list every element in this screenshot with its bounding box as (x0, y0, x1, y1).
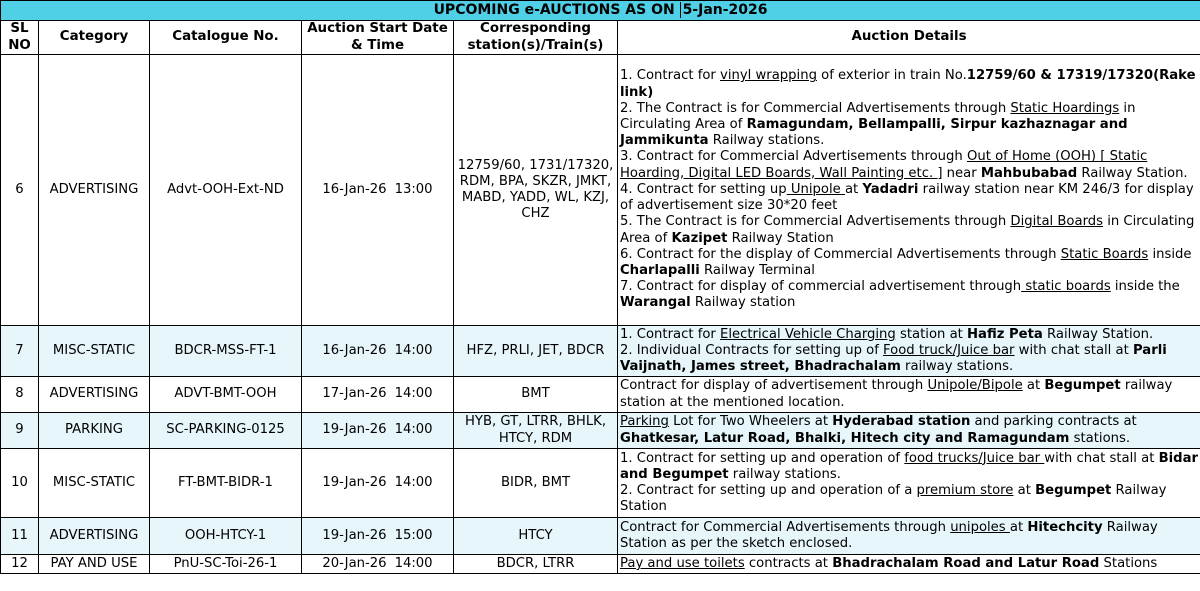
sl-no-cell: 12 (1, 555, 39, 574)
stations-cell: BIDR, BMT (454, 449, 618, 518)
detail-text: Railway Station (620, 483, 1167, 515)
category-cell: ADVERTISING (39, 518, 150, 555)
detail-bold-text: Hyderabad station (832, 414, 971, 430)
stations-cell: 12759/60, 1731/17320, RDM, BPA, SKZR, JMKT, MABD, YADD, WL, KZJ, CHZ (454, 55, 618, 326)
start-time: 13:00 (394, 181, 433, 197)
page-title (1, 1, 1200, 21)
stations-cell: BMT (454, 377, 618, 413)
detail-item (620, 279, 1198, 311)
table-row (1, 449, 1200, 518)
detail-item (620, 451, 1198, 483)
detail-link-text: Out of Home (OOH) [ Static Hoarding, Digital LED Boards, Wall Painting etc. ] (620, 149, 1148, 181)
detail-bold-text: Ghatkesar, Latur Road, Bhalki, Hitech city and Ramagundam (620, 430, 1070, 446)
detail-text: in Circulating Area of (620, 214, 1195, 246)
start-date: 19-Jan-26 (322, 474, 387, 490)
stations-cell: HTCY (454, 518, 618, 555)
catalogue-cell: FT-BMT-BIDR-1 (150, 449, 302, 518)
start-date: 19-Jan-26 (322, 422, 387, 438)
detail-text: inside (1148, 246, 1192, 262)
start-date: 16-Jan-26 (322, 342, 387, 358)
sl-no-cell: 8 (1, 377, 39, 413)
start-cell (302, 55, 454, 326)
start-cell (302, 518, 454, 555)
sl-no-cell: 10 (1, 449, 39, 518)
stations-cell: BDCR, LTRR (454, 555, 618, 574)
detail-link-text: unipoles (950, 519, 1010, 535)
detail-text: at (844, 181, 863, 197)
title-row (1, 1, 1200, 21)
detail-text: inside the (1110, 279, 1180, 295)
start-cell (302, 555, 454, 574)
detail-bold-text: Kazipet (671, 230, 728, 246)
detail-text: Railway Station as per the sketch enclosed. (620, 519, 1158, 551)
detail-item (620, 414, 1198, 446)
detail-text: contracts at (744, 555, 833, 571)
detail-bold-text: Warangal (620, 295, 691, 311)
detail-text: railway station near KM 246/3 for display of advertisement size 30*20 feet (620, 181, 1194, 214)
detail-text: 1. Contract for (620, 326, 721, 342)
detail-text: 1. Contract for setting up and operation of (620, 450, 905, 466)
detail-bold-text: Bhadrachalam Road and Latur Road (832, 555, 1100, 571)
detail-bold-text: Charlapalli (620, 262, 700, 278)
detail-link-text: static boards (1021, 279, 1111, 295)
detail-bold-text: Parli Vaijnath, James street, Bhadrachalam (620, 342, 1167, 375)
detail-text: 4. Contract for setting up (620, 181, 787, 197)
detail-bold-text: Begumpet (1044, 378, 1121, 394)
detail-link-text: Pay and use toilets (620, 555, 745, 571)
header-sl-no: SL NO (1, 21, 39, 55)
start-cell (302, 413, 454, 449)
header-category: Category (39, 21, 150, 55)
detail-link-text: food trucks/Juice bar (904, 450, 1045, 466)
table-row (1, 555, 1200, 574)
sl-no-cell: 11 (1, 518, 39, 555)
start-time: 14:00 (394, 474, 433, 490)
detail-item (620, 182, 1198, 214)
detail-bold-text: Ramagundam, Bellampalli, Sirpur kazhaznagar and Jammikunta (620, 117, 1128, 149)
detail-item (620, 556, 1198, 572)
category-cell: ADVERTISING (39, 377, 150, 413)
detail-text: 5. The Contract is for Commercial Advertisements through (620, 214, 1011, 230)
detail-bold-text: Mahbubabad (980, 165, 1078, 181)
table-row (1, 55, 1200, 326)
start-time: 15:00 (394, 527, 433, 543)
detail-bold-text: Bidar and Begumpet (620, 450, 1199, 482)
start-date: 17-Jan-26 (322, 386, 387, 402)
details-cell (618, 555, 1200, 574)
detail-text: near (942, 165, 981, 181)
detail-bold-text: Hafiz Peta (967, 326, 1043, 342)
detail-text: railway stations. (900, 359, 1014, 375)
detail-link-text: Static Boards (1060, 246, 1149, 262)
catalogue-cell: ADVT-BMT-OOH (150, 377, 302, 413)
detail-item (620, 247, 1198, 279)
details-cell (618, 377, 1200, 413)
detail-text: in Circulating Area of (620, 100, 1136, 133)
detail-text: Railway Terminal (699, 262, 815, 278)
detail-text: of exterior in train No. (816, 68, 967, 84)
stations-cell: HYB, GT, LTRR, BHLK, HTCY, RDM (454, 413, 618, 449)
category-cell: MISC-STATIC (39, 326, 150, 377)
detail-text: station at (895, 326, 968, 342)
detail-text: at (1022, 378, 1045, 394)
details-cell (618, 449, 1200, 518)
detail-text: with chat stall at (1014, 342, 1133, 358)
table-row (1, 413, 1200, 449)
detail-text: 7. Contract for display of commercial advertisement through (620, 279, 1022, 295)
start-date: 19-Jan-26 (322, 527, 387, 543)
detail-text: railway stations. (728, 466, 841, 482)
start-time: 14:00 (394, 342, 433, 358)
header-row (1, 21, 1200, 55)
details-cell (618, 326, 1200, 377)
detail-text: at (1009, 519, 1028, 535)
sl-no-cell: 7 (1, 326, 39, 377)
catalogue-cell: SC-PARKING-0125 (150, 413, 302, 449)
detail-link-text: Electrical Vehicle Charging (720, 326, 896, 342)
detail-link-text: Unipole/Bipole (927, 378, 1023, 394)
detail-bold-text: 12759/60 & 17319/17320(Rake link) (620, 68, 1196, 100)
detail-text: Stations (1099, 555, 1158, 571)
start-time: 14:00 (394, 422, 433, 438)
detail-item (620, 343, 1198, 375)
detail-text: Contract for Commercial Advertisements through (620, 519, 951, 535)
detail-text: at (1013, 483, 1036, 498)
detail-item (620, 101, 1198, 150)
detail-item (620, 149, 1198, 181)
start-date: 20-Jan-26 (322, 555, 387, 571)
detail-item (620, 68, 1198, 100)
detail-text: Railway station (690, 295, 796, 311)
sl-no-cell: 9 (1, 413, 39, 449)
detail-text: Railway stations. (708, 133, 825, 149)
detail-link-text: Digital Boards (1010, 214, 1104, 230)
detail-text: 2. The Contract is for Commercial Advertisements through (620, 100, 1011, 116)
catalogue-cell: OOH-HTCY-1 (150, 518, 302, 555)
start-time: 14:00 (394, 555, 433, 571)
detail-text: stations. (1069, 430, 1131, 446)
header-details: Auction Details (618, 21, 1200, 55)
start-cell (302, 377, 454, 413)
category-cell: ADVERTISING (39, 55, 150, 326)
detail-link-text: Unipole (786, 181, 845, 197)
detail-link-text: Parking (620, 414, 669, 430)
detail-item (620, 214, 1198, 246)
detail-text: Contract for display of advertisement through (620, 378, 928, 394)
details-cell (618, 55, 1200, 326)
detail-item (620, 327, 1198, 343)
header-stations: Corresponding station(s)/Train(s) (454, 21, 618, 55)
detail-text: Lot for Two Wheelers at (668, 414, 833, 430)
detail-bold-text: Yadadri (862, 181, 919, 197)
detail-bold-text: Hitechcity (1027, 519, 1103, 535)
title-date: 5-Jan-2026 (680, 2, 768, 18)
detail-link-text: Static Hoardings (1010, 100, 1120, 116)
detail-text: Railway Station. (1042, 326, 1154, 342)
category-cell: PAY AND USE (39, 555, 150, 574)
detail-item (620, 520, 1198, 552)
sl-no-cell: 6 (1, 55, 39, 326)
detail-item (620, 483, 1198, 515)
title-text: UPCOMING e-AUCTIONS AS ON (433, 2, 675, 19)
detail-text: railway station at the mentioned location. (620, 378, 1173, 410)
detail-text: and parking contracts at (970, 414, 1137, 430)
category-cell: PARKING (39, 413, 150, 449)
detail-link-text: vinyl wrapping (720, 68, 817, 84)
detail-text: Railway Station (727, 230, 834, 246)
start-cell (302, 449, 454, 518)
catalogue-cell: Advt-OOH-Ext-ND (150, 55, 302, 326)
catalogue-cell: PnU-SC-Toi-26-1 (150, 555, 302, 574)
header-start: Auction Start Date & Time (302, 21, 454, 55)
start-cell (302, 326, 454, 377)
detail-link-text: Food truck/Juice bar (883, 342, 1015, 358)
detail-text: 1. Contract for (620, 68, 721, 84)
details-cell (618, 413, 1200, 449)
detail-text: Railway Station. (1077, 165, 1188, 181)
start-date: 16-Jan-26 (322, 181, 387, 197)
detail-text: 3. Contract for Commercial Advertisements through (620, 149, 967, 165)
details-cell (618, 518, 1200, 555)
detail-text: 2. Individual Contracts for setting up of (620, 342, 884, 358)
catalogue-cell: BDCR-MSS-FT-1 (150, 326, 302, 377)
detail-link-text: premium store (916, 483, 1014, 498)
detail-text: 6. Contract for the display of Commercial Advertisements through (620, 246, 1061, 262)
detail-bold-text: Begumpet (1035, 483, 1112, 498)
table-row (1, 326, 1200, 377)
category-cell: MISC-STATIC (39, 449, 150, 518)
table-row (1, 377, 1200, 413)
start-time: 14:00 (394, 386, 433, 402)
stations-cell: HFZ, PRLI, JET, BDCR (454, 326, 618, 377)
detail-item (620, 378, 1198, 410)
table-row (1, 518, 1200, 555)
header-catalogue: Catalogue No. (150, 21, 302, 55)
detail-text: 2. Contract for setting up and operation of a (620, 483, 917, 498)
detail-text: with chat stall at (1044, 450, 1159, 466)
